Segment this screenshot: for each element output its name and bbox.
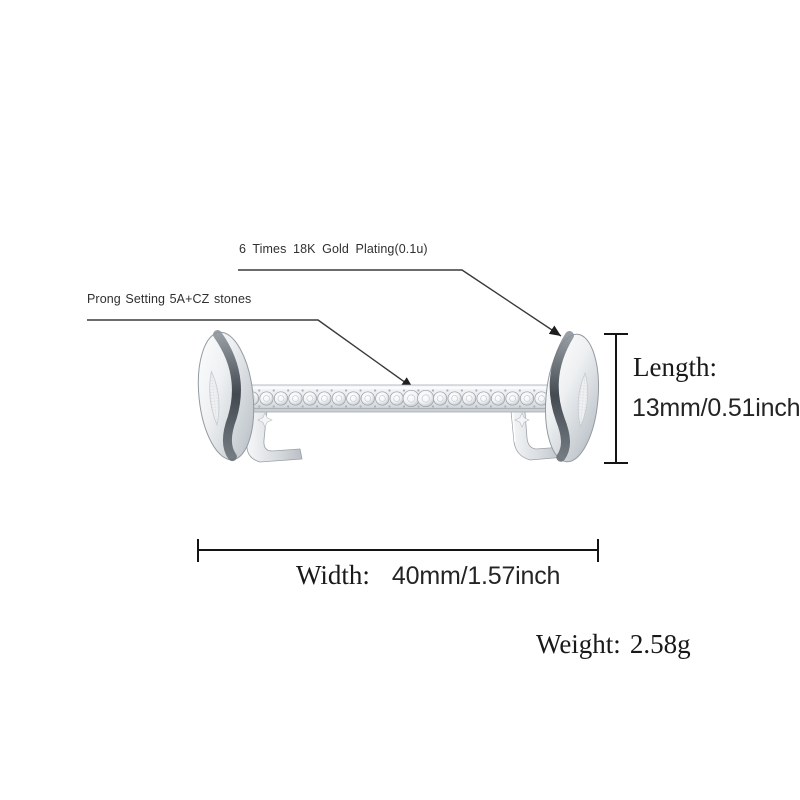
width-value: 40mm/1.57inch (391, 562, 561, 590)
plating-leader-line (238, 270, 561, 336)
length-dimension-line (604, 334, 628, 463)
grillz-product (192, 330, 603, 464)
plating-callout-label: 6 Times 18K Gold Plating(0.1u) (239, 242, 428, 256)
width-dimension-text (296, 560, 560, 591)
width-label: Width: (296, 560, 370, 590)
weight-value: 2.58g (629, 629, 691, 659)
length-value: 13mm/0.51inch (632, 394, 800, 422)
pave-bar (238, 385, 567, 412)
weight-label: Weight: (536, 629, 621, 659)
width-dimension-line (198, 539, 598, 562)
length-label: Length: (633, 352, 717, 382)
right-fang-cap (541, 332, 604, 464)
prong-callout-label: Prong Setting 5A+CZ stones (87, 292, 252, 306)
weight-text (536, 629, 691, 660)
